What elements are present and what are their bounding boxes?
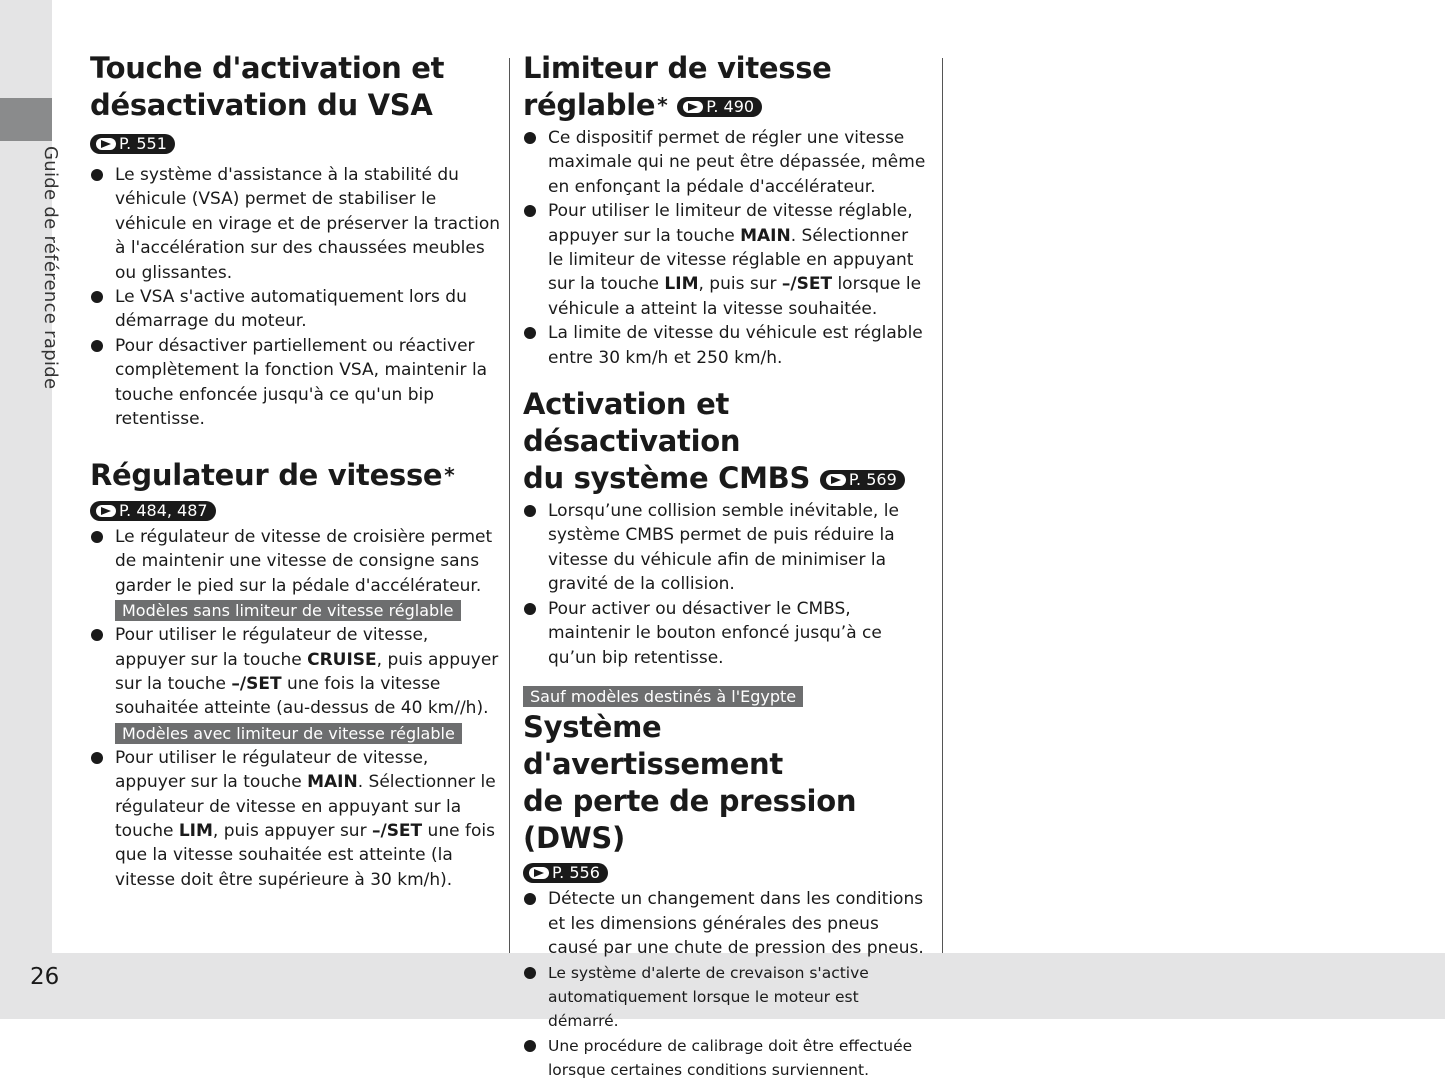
list-item: Pour utiliser le limiteur de vitesse réglable, appuyer sur la touche MAIN. Sélectionner le limiteur de vitesse réglable en appuyant sur la touche LIM, puis sur –/SET lorsque le véhicule a atteint la vitesse souhaitée.	[523, 199, 928, 321]
vsa-heading: Touche d'activation et désactivation du VSA P. 551	[90, 51, 445, 153]
vsa-page-ref[interactable]: P. 551	[90, 134, 175, 154]
dws-page-ref[interactable]: P. 556	[523, 863, 608, 883]
limiter-page-ref[interactable]: P. 490	[677, 97, 762, 117]
list-item: Ce dispositif permet de régler une vitesse maximale qui ne peut être dépassée, même en enfonçant la pédale d'accélérateur.	[523, 126, 928, 199]
list-item: Le régulateur de vitesse de croisière permet de maintenir une vitesse de consigne sans garder le pied sur la pédale d'accélérateur.	[90, 525, 502, 598]
limiter-bullet-list	[523, 126, 928, 370]
section-dws	[523, 684, 928, 1083]
model-tag-egypt: Sauf modèles destinés à l'Egypte	[523, 686, 803, 707]
arrow-right-icon	[529, 867, 549, 879]
cruise-bullet-list	[90, 525, 502, 598]
dws-heading: Système d'avertissement de perte de pression (DWS)	[523, 709, 857, 855]
list-item: Le système d'alerte de crevaison s'active automatiquement lorsque le moteur est démarré.	[523, 961, 928, 1034]
list-item: La limite de vitesse du véhicule est réglable entre 30 km/h et 250 km/h.	[523, 321, 928, 370]
section-speed-limiter	[523, 50, 928, 370]
list-item: Pour activer ou désactiver le CMBS, maintenir le bouton enfoncé jusqu’à ce qu’un bip retentisse.	[523, 597, 928, 670]
list-item: Le système d'assistance à la stabilité du véhicule (VSA) permet de stabiliser le véhicule en virage et de préserver la traction à l'accélération sur des chaussées meubles ou glissantes.	[90, 163, 502, 285]
list-item: Pour utiliser le régulateur de vitesse, appuyer sur la touche MAIN. Sélectionner le régulateur de vitesse en appuyant sur la touche LIM, puis appuyer sur –/SET une fois que la vitesse souhaitée est atteinte (la vitesse doit être supérieure à 30 km/h).	[90, 746, 502, 892]
list-item: Pour utiliser le régulateur de vitesse, appuyer sur la touche CRUISE, puis appuyer sur la touche –/SET une fois la vitesse souhaitée atteinte (au-dessus de 40 km//h).	[90, 623, 502, 721]
sidebar	[0, 0, 61, 1019]
sidebar-tab-marker	[0, 98, 52, 141]
cmbs-bullet-list	[523, 499, 928, 670]
arrow-right-icon	[683, 101, 703, 113]
list-item: Pour désactiver partiellement ou réactiver complètement la fonction VSA, maintenir la touche enfoncée jusqu'à ce qu'un bip retentisse.	[90, 334, 502, 432]
limiter-heading: Limiteur de vitesse réglable * P. 490	[523, 51, 832, 122]
column-divider-2	[942, 58, 943, 953]
page-number: 26	[30, 964, 60, 990]
cruise-heading: Régulateur de vitesse *	[90, 458, 455, 493]
column-left	[90, 50, 502, 892]
arrow-right-icon	[826, 474, 846, 486]
column-divider-1	[509, 58, 510, 953]
vsa-bullet-list	[90, 163, 502, 431]
model-tag-with-limiter: Modèles avec limiteur de vitesse réglable	[115, 723, 462, 744]
arrow-right-icon	[96, 505, 116, 517]
list-item: Le VSA s'active automatiquement lors du démarrage du moteur.	[90, 285, 502, 334]
list-item: Une procédure de calibrage doit être effectuée lorsque certaines conditions surviennent.	[523, 1034, 928, 1083]
section-cruise-control	[90, 457, 502, 892]
section-vsa	[90, 50, 502, 431]
list-item: Lorsqu’une collision semble inévitable, le système CMBS permet de puis réduire la vitesse du véhicule afin de minimiser la gravité de la collision.	[523, 499, 928, 597]
model-tag-without-limiter: Modèles sans limiteur de vitesse réglable	[115, 600, 461, 621]
dws-bullet-list	[523, 887, 928, 1082]
sidebar-label: Guide de référence rapide	[40, 146, 61, 390]
column-middle	[523, 50, 928, 1083]
cruise-page-ref[interactable]: P. 484, 487	[90, 501, 216, 521]
cmbs-page-ref[interactable]: P. 569	[820, 470, 905, 490]
list-item: Détecte un changement dans les conditions et les dimensions générales des pneus causé par une chute de pression des pneus.	[523, 887, 928, 960]
cmbs-heading: Activation et désactivation du système CMBS P. 569	[523, 386, 928, 497]
arrow-right-icon	[96, 138, 116, 150]
section-cmbs	[523, 386, 928, 670]
